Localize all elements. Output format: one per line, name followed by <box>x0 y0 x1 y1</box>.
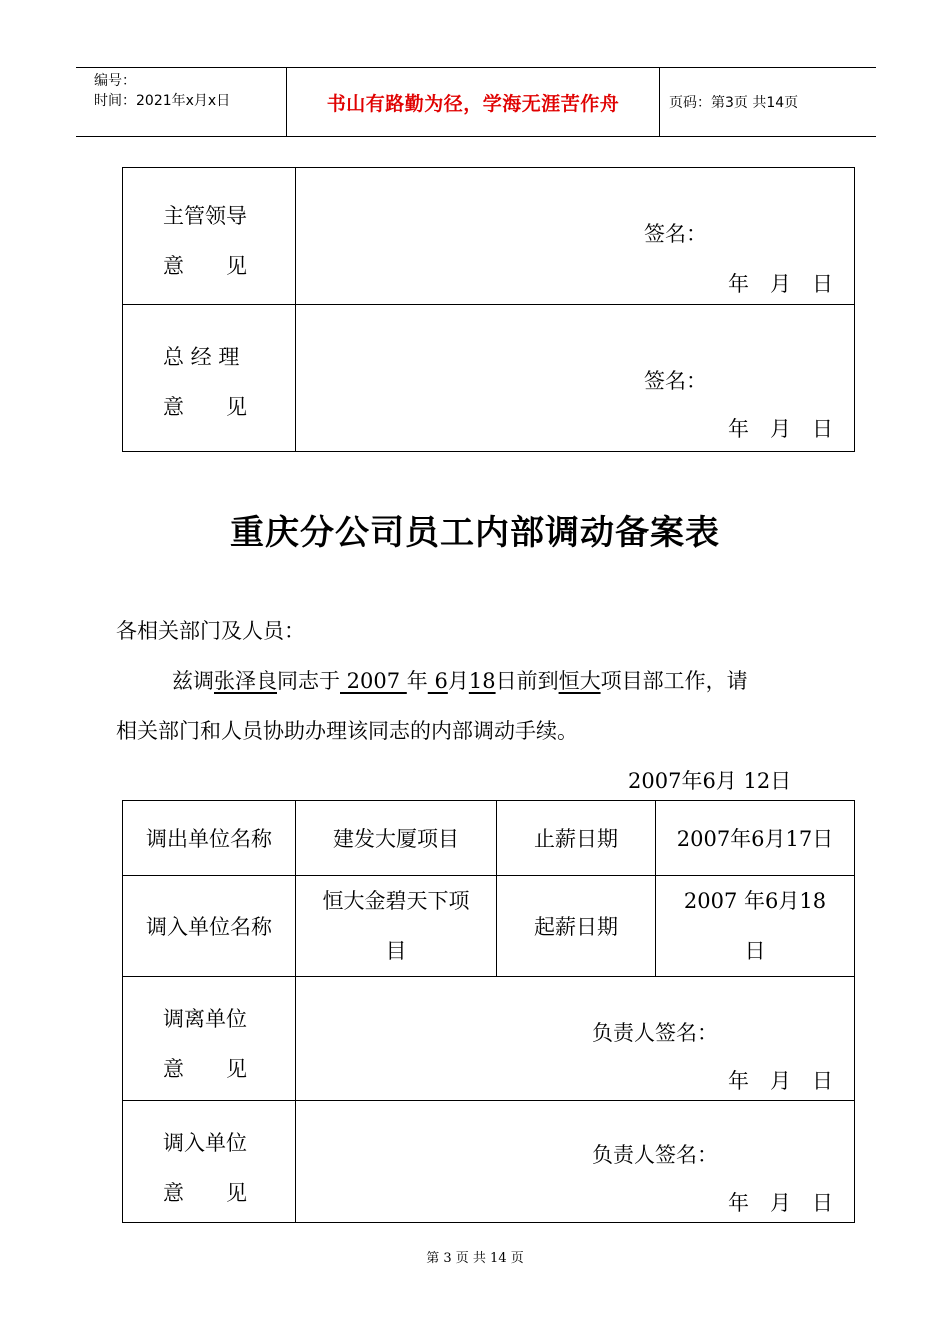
text: 目 <box>385 939 407 963</box>
table-row <box>123 876 855 977</box>
leave-unit-opinion-cell <box>296 977 855 1101</box>
start-salary-value <box>656 876 855 977</box>
approval-label-cell <box>123 305 296 452</box>
table-row <box>123 801 855 876</box>
signature-label: 签名： <box>644 369 707 393</box>
responsible-signature-label: 负责人签名： <box>592 1143 718 1167</box>
project-name: 恒大 <box>558 669 601 693</box>
header-motto-cell <box>286 68 660 136</box>
letter-paragraph-2: 相关部门和人员协助办理该同志的内部调动手续。 <box>116 719 578 743</box>
date-placeholder: 年 月 日 <box>728 1191 833 1215</box>
text: 项目部工作，请 <box>600 669 748 693</box>
text: 日 <box>744 939 766 963</box>
date-placeholder: 年 月 日 <box>728 417 833 441</box>
document-title: 重庆分公司员工内部调动备案表 <box>230 513 720 553</box>
transfer-day: 18 <box>468 669 496 693</box>
header-page-number: 页码：第3页 共14页 <box>669 95 799 111</box>
letter-date: 2007年6月 12日 <box>628 769 792 793</box>
text: 日前到 <box>495 669 559 693</box>
header-meta <box>76 68 286 136</box>
page-header <box>76 67 876 137</box>
in-unit-label: 调入单位名称 <box>123 876 296 977</box>
text: 同志于 <box>277 669 340 693</box>
header-page-cell <box>659 68 876 136</box>
label-line: 意 见 <box>163 395 247 419</box>
out-unit-value: 建发大厦项目 <box>296 801 497 876</box>
letter-paragraph-1 <box>172 665 748 695</box>
text: 恒大金碧天下项 <box>322 889 470 913</box>
leave-unit-label-cell <box>123 977 296 1101</box>
date-placeholder: 年 月 日 <box>728 1069 833 1093</box>
page-footer: 第 3 页 共 14 页 <box>426 1251 524 1266</box>
text: 兹调 <box>172 669 214 693</box>
table-row <box>123 305 855 452</box>
label-line: 调入单位 <box>163 1131 247 1155</box>
stop-salary-value: 2007年6月17日 <box>656 801 855 876</box>
employee-name: 张泽良 <box>214 669 277 693</box>
label-line: 意 见 <box>163 254 247 278</box>
label-line: 意 见 <box>163 1057 247 1081</box>
out-unit-label: 调出单位名称 <box>123 801 296 876</box>
enter-unit-label-cell <box>123 1101 296 1223</box>
table-row <box>123 1101 855 1223</box>
transfer-table <box>122 800 855 1223</box>
signature-label: 签名： <box>644 222 707 246</box>
table-row <box>123 168 855 305</box>
header-motto: 书山有路勤为径，学海无涯苦作舟 <box>326 92 620 115</box>
text: 2007 年6月18 <box>683 889 827 913</box>
transfer-month: 6 <box>427 669 448 693</box>
transfer-year: 2007 <box>340 669 407 693</box>
approval-table <box>122 167 855 452</box>
responsible-signature-label: 负责人签名： <box>592 1021 718 1045</box>
number-label: 编号： <box>94 73 136 89</box>
approval-opinion-cell <box>296 168 855 305</box>
time-label: 时间：2021年x月x日 <box>94 93 231 109</box>
text: 月 <box>447 669 469 693</box>
table-row <box>123 977 855 1101</box>
approval-label-cell <box>123 168 296 305</box>
text: 年 <box>406 669 428 693</box>
salutation: 各相关部门及人员： <box>116 619 305 643</box>
approval-opinion-cell <box>296 305 855 452</box>
date-placeholder: 年 月 日 <box>728 272 833 296</box>
enter-unit-opinion-cell <box>296 1101 855 1223</box>
label-line: 主管领导 <box>163 204 247 228</box>
stop-salary-label: 止薪日期 <box>497 801 656 876</box>
label-line: 总 经 理 <box>163 345 240 369</box>
start-salary-label: 起薪日期 <box>497 876 656 977</box>
label-line: 调离单位 <box>163 1007 247 1031</box>
in-unit-value <box>296 876 497 977</box>
label-line: 意 见 <box>163 1181 247 1205</box>
